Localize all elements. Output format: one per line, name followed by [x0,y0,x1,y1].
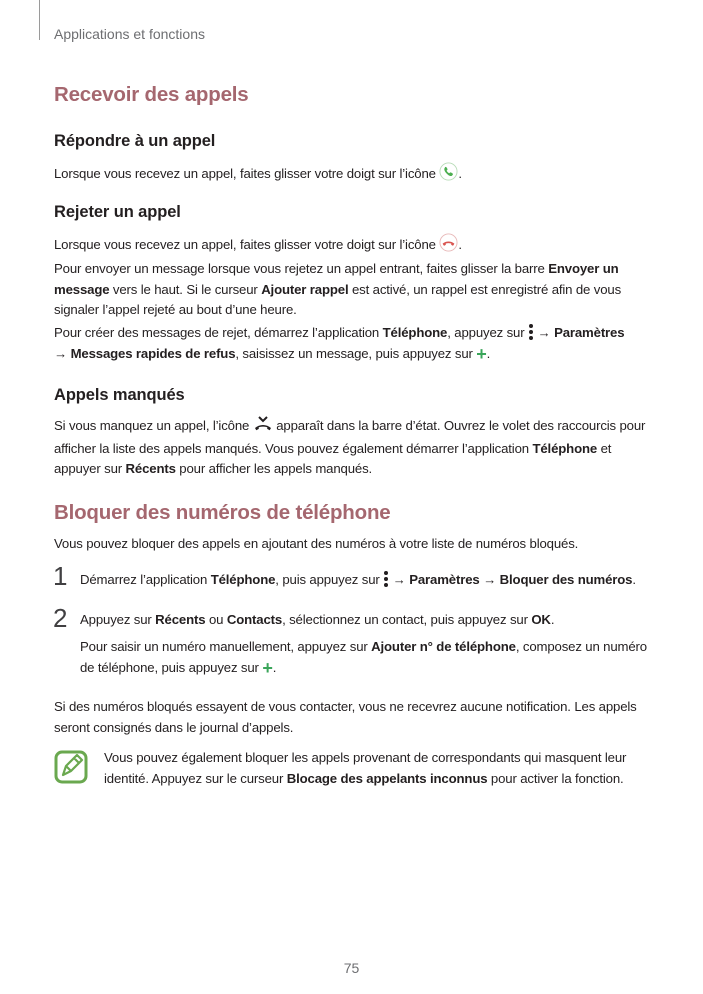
answer-call-text: Lorsque vous recevez un appel, faites glisser votre doigt sur l’icône . [54,162,654,188]
missed-calls-paragraph: Si vous manquez un appel, l’icône apparaît dans la barre d’état. Ouvrez le volet des raccourcis pour afficher la liste des appels manqués. Vous pouvez également démarrer l’application Téléphone et appuyer sur Récents pour afficher les appels manqués. [54,415,654,480]
step-2-text: Appuyez sur Récents ou Contacts, sélectionnez un contact, puis appuyez sur OK. [80,612,555,627]
note-text: Vous pouvez également bloquer les appels provenant de correspondants qui masquent leur identité. Appuyez sur le curseur Blocage des appelants inconnus pour activer la fonction. [104,750,627,786]
heading-block-numbers: Bloquer des numéros de téléphone [54,501,391,524]
step-number: 1 [53,561,68,591]
header-rule [39,0,40,40]
missed-call-icon [253,415,273,439]
block-intro: Vous pouvez bloquer des appels en ajoutant des numéros à votre liste de numéros bloqués. [54,536,579,551]
answer-call-icon [439,162,458,188]
reject-message-paragraph: Pour envoyer un message lorsque vous rejetez un appel entrant, faites glisser la barre Envoyer un message vers le haut. Si le curseur Ajouter rappel est activé, un rappel est enregistré afin de vous signaler l’appel rejeté au bout d’une heure. [54,261,622,317]
heading-answer-call: Répondre à un appel [54,132,216,150]
heading-missed-calls: Appels manqués [54,386,185,404]
step-1-text: Démarrez l’application Téléphone, puis appuyez sur → Paramètres → Bloquer des numéros. [80,572,636,587]
reject-call-icon [439,233,458,259]
add-icon: + [476,343,487,364]
heading-receive-calls: Recevoir des appels [54,83,249,106]
note-icon [54,750,88,784]
step-2-subtext: Pour saisir un numéro manuellement, appuyez sur Ajouter n° de téléphone, composez un numéro de téléphone, puis appuyez sur +. [80,639,647,678]
reject-call-text: Lorsque vous recevez un appel, faites glisser votre doigt sur l’icône . [54,233,654,259]
step-number: 2 [53,603,68,633]
section-header: Applications et fonctions [54,26,205,42]
heading-reject-call: Rejeter un appel [54,203,181,221]
page-number: 75 [343,960,360,976]
reject-messages-create-paragraph: Pour créer des messages de rejet, démarrez l’application Téléphone, appuyez sur → Paramètres → Messages rapides de refus, saisissez un message, puis appuyez sur +. [54,325,625,364]
block-outro: Si des numéros bloqués essayent de vous contacter, vous ne recevrez aucune notification. Les appels seront consignés dans le journal d’appels. [54,699,637,735]
add-icon: + [262,657,273,678]
